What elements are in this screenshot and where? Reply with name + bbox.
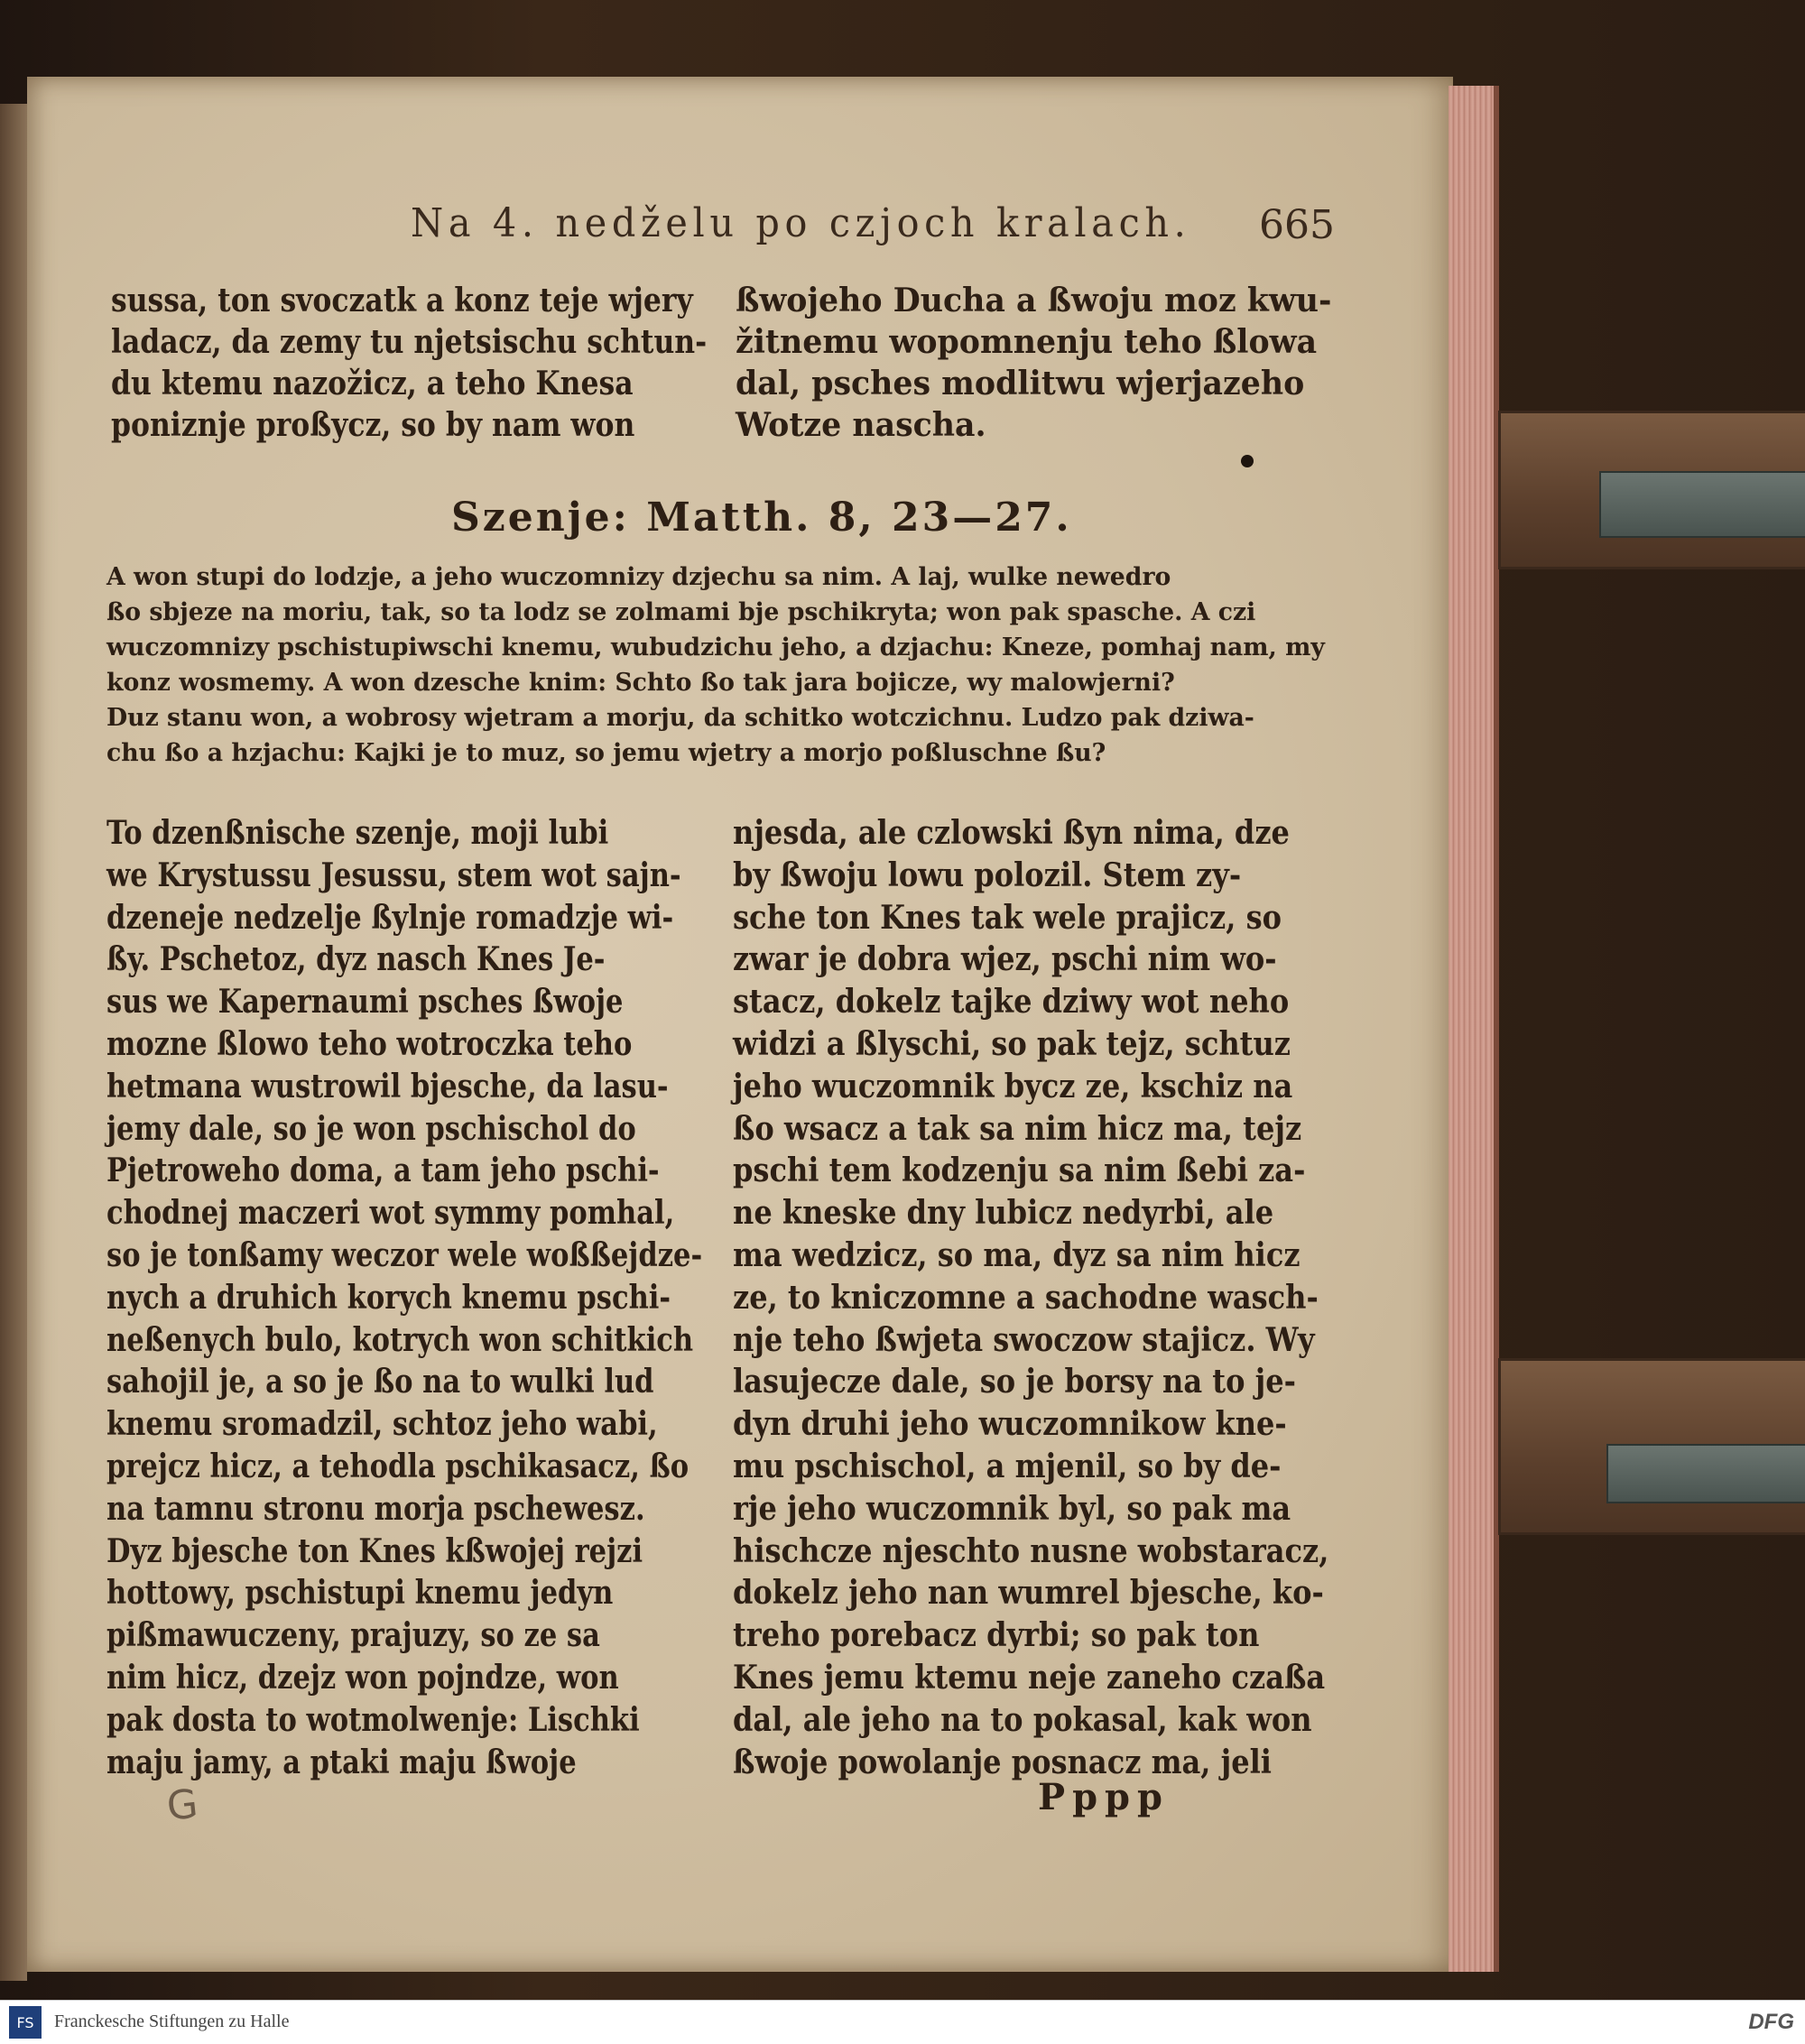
- scripture-line: Duz stanu won, a wobrosy wjetram a morju, da schitko wotczichnu. Ludzo pak dziwa-: [106, 704, 1254, 732]
- text-line: nje teho ßwjeta swoczow stajicz. Wy: [733, 1320, 1315, 1359]
- text-line: nim hicz, dzejz won pojndze, won: [106, 1658, 619, 1697]
- body-right-column: [733, 812, 1402, 1783]
- text-line: widzi a ßlyschi, so pak tejz, schtuz: [733, 1024, 1291, 1063]
- text-line: chodnej maczeri wot symmy pomhal,: [106, 1194, 675, 1233]
- page-fore-edge: [1449, 86, 1499, 1972]
- intro-right-column: [736, 280, 1353, 446]
- text-line: pißmawuczeny, prajuzy, so ze sa: [106, 1616, 600, 1655]
- text-line: Knes jemu ktemu neje zaneho czaßa: [733, 1658, 1326, 1697]
- text-line: lasujecze dale, so je borsy na to je-: [733, 1363, 1296, 1401]
- text-line: To dzenßnische szenje, moji lubi: [106, 814, 609, 852]
- intro-left-column: [111, 280, 793, 446]
- text-line: pak dosta to wotmolwenje: Lischki: [106, 1700, 640, 1739]
- text-line: we Krystussu Jesussu, stem wot sajn-: [106, 856, 681, 894]
- text-line: neßenych bulo, kotrych won schitkich: [106, 1320, 694, 1359]
- text-line: poniznje proßycz, so by nam won: [111, 406, 635, 444]
- text-line: dokelz jeho nan wumrel bjesche, ko-: [733, 1574, 1324, 1613]
- text-line: jeho wuczomnik bycz ze, kschiz na: [733, 1067, 1293, 1105]
- ink-dot: [1241, 455, 1254, 467]
- text-line: na tamnu stronu morja pschewesz.: [106, 1489, 645, 1528]
- text-line: sus we Kapernaumi psches ßwoje: [106, 983, 624, 1022]
- left-page-edge: [0, 104, 27, 1981]
- text-line: ma wedzicz, so ma, dyz sa nim hicz: [733, 1235, 1301, 1274]
- text-line: maju jamy, a ptaki maju ßwoje: [106, 1743, 577, 1781]
- text-line: so je tonßamy weczor wele woßßejdze-: [106, 1235, 703, 1274]
- signature-mark: Pppp: [1038, 1776, 1170, 1818]
- text-line: dal, ale jeho na to pokasal, kak won: [733, 1700, 1312, 1739]
- text-line: mozne ßlowo teho wotroczka teho: [106, 1024, 633, 1063]
- text-line: by ßwoju lowu polozil. Stem zy-: [733, 856, 1242, 894]
- text-line: mu pschischol, a mjenil, so by de-: [733, 1447, 1282, 1485]
- text-line: ßo wsacz a tak sa nim hicz ma, tejz: [733, 1109, 1302, 1148]
- text-line: prejcz hicz, a tehodla pschikasacz, ßo: [106, 1447, 690, 1485]
- text-line: ze, to kniczomne a sachodne wasch-: [733, 1278, 1319, 1317]
- text-line: treho porebacz dyrbi; so pak ton: [733, 1616, 1260, 1655]
- text-line: ßwoje powolanje posnacz ma, jeli: [733, 1743, 1272, 1781]
- institution-name: Franckesche Stiftungen zu Halle: [54, 2012, 290, 2031]
- text-line: hetmana wustrowil bjesche, da lasu-: [106, 1067, 669, 1105]
- text-line: stacz, dokelz tajke dziwy wot neho: [733, 983, 1290, 1022]
- scripture-line: chu ßo a hzjachu: Kajki je to muz, so jemu wjetry a morjo poßluschne ßu?: [106, 739, 1106, 767]
- text-line: hischcze njeschto nusne wobstaracz,: [733, 1531, 1329, 1570]
- section-title: Szenje: Matth. 8, 23—27.: [451, 495, 1072, 541]
- text-line: ßwojeho Ducha a ßwoju moz kwu-: [736, 282, 1332, 319]
- text-line: dyn druhi jeho wuczomnikow kne-: [733, 1405, 1287, 1444]
- text-line: njesda, ale czlowski ßyn nima, dze: [733, 814, 1290, 852]
- text-line: Pjetroweho doma, a tam jeho pschi-: [106, 1151, 660, 1190]
- viewer-footer: [0, 2000, 1805, 2044]
- text-line: Dyz bjesche ton Knes kßwojej rejzi: [106, 1531, 643, 1570]
- text-line: dal, psches modlitwu wjerjazeho: [736, 365, 1305, 402]
- pencil-mark: G: [164, 1780, 200, 1830]
- funder-logo: DFG: [1748, 2010, 1794, 2034]
- running-title: Na 4. nedželu po czjoch kralach.: [411, 200, 1191, 246]
- upper-clasp-bar: [1599, 471, 1805, 538]
- text-line: sche ton Knes tak wele prajicz, so: [733, 898, 1282, 937]
- scripture-passage: [106, 560, 1338, 771]
- text-line: ne kneske dny lubicz nedyrbi, ale: [733, 1194, 1274, 1233]
- page-number: 665: [1259, 202, 1335, 248]
- institution-logo-icon: FS: [9, 2006, 42, 2039]
- text-line: rje jeho wuczomnik byl, so pak ma: [733, 1489, 1291, 1528]
- text-line: sussa, ton svoczatk a konz teje wjery: [111, 282, 693, 319]
- text-line: nych a druhich korych knemu pschi-: [106, 1278, 671, 1317]
- scripture-line: A won stupi do lodzje, a jeho wuczomnizy dzjechu sa nim. A laj, wulke newedro: [106, 563, 1171, 591]
- text-line: sahojil je, a so je ßo na to wulki lud: [106, 1363, 654, 1401]
- scripture-line: konz wosmemy. A won dzesche knim: Schto ßo tak jara bojicze, wy malowjerni?: [106, 669, 1175, 697]
- scripture-line: ßo sbjeze na moriu, tak, so ta lodz se zolmami bje pschikryta; won pak spasche. A czi: [106, 598, 1256, 626]
- scripture-line: wuczomnizy pschistupiwschi knemu, wubudzichu jeho, a dzjachu: Kneze, pomhaj nam, my: [106, 634, 1325, 661]
- text-line: Wotze nascha.: [736, 406, 986, 444]
- text-line: dzeneje nedzelje ßylnje romadzje wi-: [106, 898, 674, 937]
- body-left-column: [106, 812, 809, 1783]
- text-line: knemu sromadzil, schtoz jeho wabi,: [106, 1405, 658, 1444]
- text-line: pschi tem kodzenju sa nim ßebi za-: [733, 1151, 1306, 1190]
- text-line: jemy dale, so je won pschischol do: [106, 1109, 636, 1148]
- lower-clasp-bar: [1606, 1444, 1805, 1503]
- text-line: zwar je dobra wjez, pschi nim wo-: [733, 940, 1277, 979]
- text-line: ladacz, da zemy tu njetsischu schtun-: [111, 323, 708, 361]
- text-line: hottowy, pschistupi knemu jedyn: [106, 1574, 614, 1613]
- text-line: žitnemu wopomnenju teho ßlowa: [736, 323, 1318, 361]
- text-line: du ktemu nazožicz, a teho Knesa: [111, 365, 634, 402]
- text-line: ßy. Pschetoz, dyz nasch Knes Je-: [106, 940, 606, 979]
